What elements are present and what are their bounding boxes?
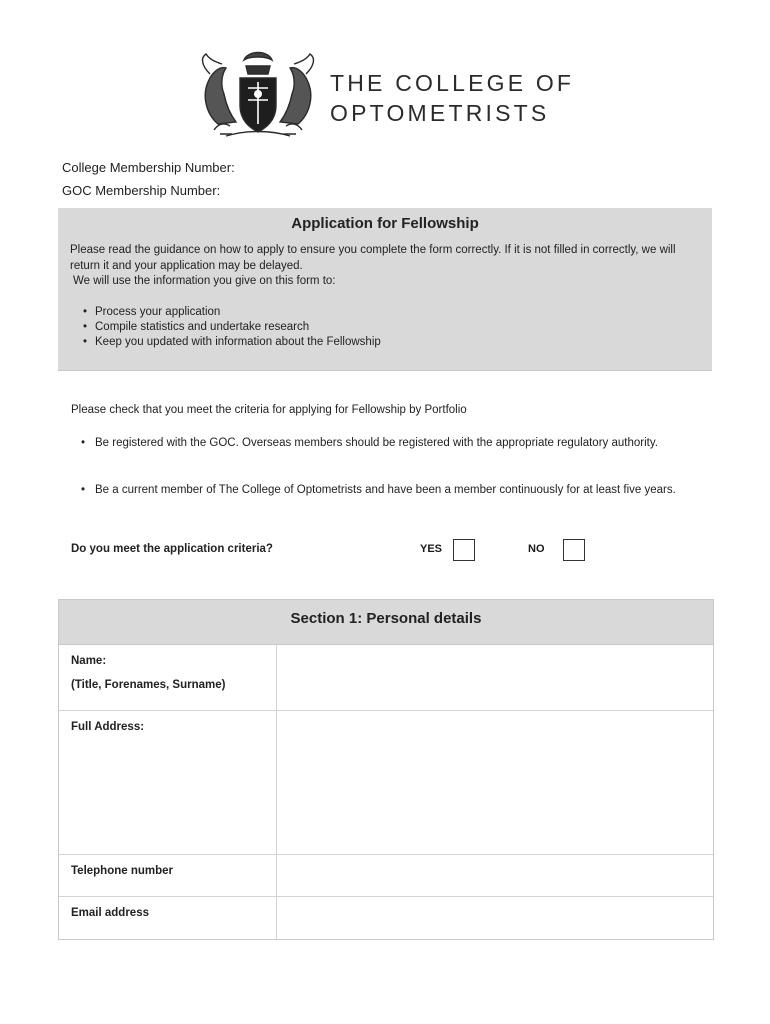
no-label: NO bbox=[528, 543, 545, 555]
college-logo bbox=[196, 44, 576, 140]
table-row bbox=[59, 897, 713, 939]
list-item: • Keep you updated with information about the Fellowship bbox=[95, 336, 381, 348]
table-row bbox=[59, 855, 713, 897]
table-row bbox=[59, 645, 713, 711]
college-membership-number-label: College Membership Number: bbox=[62, 160, 235, 175]
criteria-item: • Be registered with the GOC. Overseas members should be registered with the appropriate regulatory authority. bbox=[95, 436, 705, 452]
logo-text-line1: THE COLLEGE OF bbox=[330, 70, 575, 96]
address-label-cell bbox=[59, 711, 277, 854]
email-label-cell bbox=[59, 897, 277, 939]
guidance-paragraph: Please read the guidance on how to apply to ensure you complete the form correctly. If it is not filled in correctly, we will return it and your application may be delayed. bbox=[70, 244, 676, 272]
no-checkbox[interactable] bbox=[563, 539, 585, 561]
phone-field[interactable] bbox=[277, 855, 713, 896]
phone-label-cell bbox=[59, 855, 277, 896]
application-title: Application for Fellowship bbox=[291, 215, 479, 232]
criteria-question: Do you meet the application criteria? bbox=[71, 543, 273, 555]
yes-label: YES bbox=[420, 543, 443, 555]
email-field[interactable] bbox=[277, 897, 713, 939]
goc-membership-number-label: GOC Membership Number: bbox=[62, 183, 221, 198]
personal-details-table bbox=[58, 599, 714, 940]
usage-paragraph: We will use the information you give on this form to: bbox=[73, 275, 336, 287]
name-sublabel: (Title, Forenames, Surname) bbox=[71, 679, 226, 691]
list-item: • Compile statistics and undertake research bbox=[95, 321, 309, 333]
address-label: Full Address: bbox=[71, 721, 145, 733]
email-label: Email address bbox=[71, 907, 149, 919]
application-info-box bbox=[58, 208, 712, 371]
name-label-cell bbox=[59, 645, 277, 710]
list-item: • Process your application bbox=[95, 306, 220, 318]
name-label: Name: bbox=[71, 655, 107, 667]
name-field[interactable] bbox=[277, 645, 713, 710]
phone-label: Telephone number bbox=[71, 865, 174, 877]
section-title: Section 1: Personal details bbox=[59, 600, 713, 645]
coat-of-arms-icon bbox=[196, 44, 320, 140]
table-row bbox=[59, 711, 713, 855]
criteria-intro: Please check that you meet the criteria for applying for Fellowship by Portfolio bbox=[71, 404, 467, 416]
yes-checkbox[interactable] bbox=[453, 539, 475, 561]
logo-text-line2: OPTOMETRISTS bbox=[330, 100, 550, 126]
address-field[interactable] bbox=[277, 711, 713, 854]
criteria-item: • Be a current member of The College of Optometrists and have been a member continuously for at least five years. bbox=[95, 483, 705, 499]
